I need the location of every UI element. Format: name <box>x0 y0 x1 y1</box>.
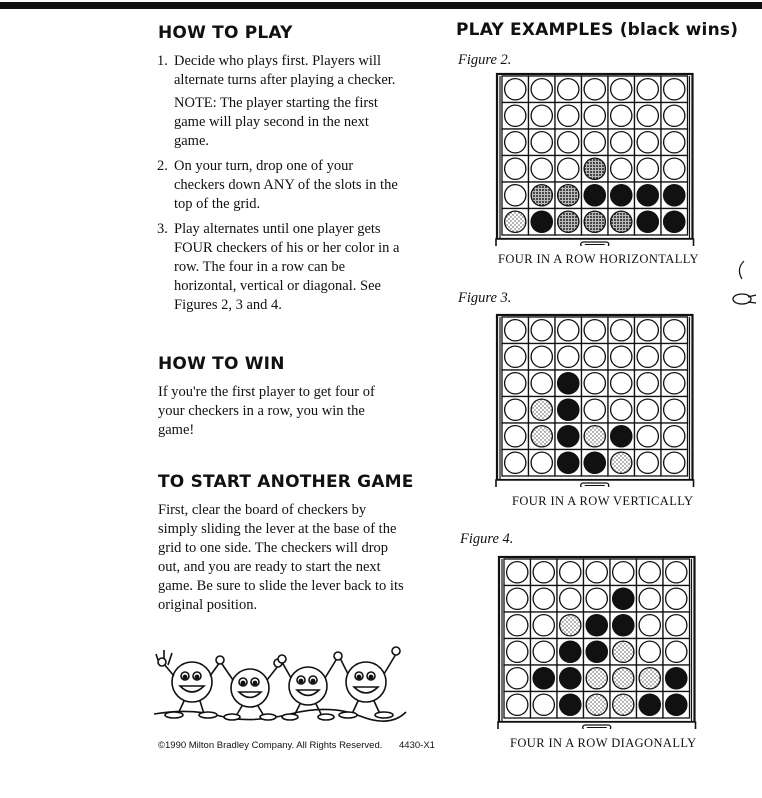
empty-slot <box>558 158 579 179</box>
figure-3-label: Figure 3. <box>458 290 512 306</box>
empty-slot <box>611 158 632 179</box>
figure-2-caption: FOUR IN A ROW HORIZONTALLY <box>498 252 699 266</box>
empty-slot <box>533 615 554 636</box>
empty-slot <box>666 641 687 662</box>
empty-slot <box>531 320 552 341</box>
figure-4-caption: FOUR IN A ROW DIAGONALLY <box>510 736 697 750</box>
black-checker <box>639 694 660 715</box>
empty-slot <box>666 588 687 609</box>
empty-slot <box>664 426 685 447</box>
empty-slot <box>637 79 658 100</box>
empty-slot <box>533 641 554 662</box>
empty-slot <box>611 105 632 126</box>
empty-slot <box>639 588 660 609</box>
step-1 <box>155 52 405 151</box>
empty-slot <box>637 373 658 394</box>
black-checker <box>586 615 607 636</box>
step-3 <box>155 220 405 315</box>
dancing-checkers-illustration <box>150 630 410 722</box>
empty-slot <box>505 105 526 126</box>
empty-slot <box>558 346 579 367</box>
empty-slot <box>507 668 528 689</box>
empty-slot <box>505 320 526 341</box>
red-checker <box>611 211 632 232</box>
top-border-rule <box>0 2 762 9</box>
figure-2-label: Figure 2. <box>458 52 512 68</box>
red-checker <box>531 399 552 420</box>
empty-slot <box>637 105 658 126</box>
red-checker <box>611 452 632 473</box>
empty-slot <box>664 399 685 420</box>
red-checker <box>639 668 660 689</box>
red-checker <box>584 426 605 447</box>
empty-slot <box>505 185 526 206</box>
black-checker <box>613 588 634 609</box>
empty-slot <box>584 399 605 420</box>
red-checker <box>584 158 605 179</box>
figure-3-board <box>494 313 714 487</box>
black-checker <box>558 452 579 473</box>
empty-slot <box>611 346 632 367</box>
empty-slot <box>505 426 526 447</box>
step-text: Play alternates until one player gets FOUR checkers of his or her color in a row. The four in a row can be horizontal, vertical or diagonal. See Figures 2, 3 and 4. <box>174 221 400 313</box>
black-checker <box>666 694 687 715</box>
empty-slot <box>664 105 685 126</box>
step-note: NOTE: The player starting the first game will play second in the next game. <box>174 95 378 149</box>
product-code: 4430-X1 <box>399 740 435 751</box>
black-checker <box>611 426 632 447</box>
black-checker <box>560 668 581 689</box>
empty-slot <box>505 79 526 100</box>
red-checker <box>560 615 581 636</box>
empty-slot <box>584 132 605 153</box>
empty-slot <box>531 346 552 367</box>
empty-slot <box>637 132 658 153</box>
empty-slot <box>611 132 632 153</box>
black-checker <box>558 399 579 420</box>
empty-slot <box>507 588 528 609</box>
empty-slot <box>639 562 660 583</box>
red-checker <box>613 641 634 662</box>
black-checker <box>584 452 605 473</box>
empty-slot <box>637 346 658 367</box>
step-number: 1. <box>157 53 168 69</box>
black-checker <box>637 185 658 206</box>
empty-slot <box>507 694 528 715</box>
how-to-play-steps <box>155 52 405 321</box>
black-checker <box>664 185 685 206</box>
how-to-win-heading: HOW TO WIN <box>158 354 285 374</box>
play-examples-heading: PLAY EXAMPLES (black wins) <box>456 20 739 40</box>
empty-slot <box>584 346 605 367</box>
empty-slot <box>584 320 605 341</box>
empty-slot <box>558 105 579 126</box>
figure-4-label: Figure 4. <box>460 531 514 547</box>
black-checker <box>584 185 605 206</box>
empty-slot <box>505 158 526 179</box>
empty-slot <box>664 132 685 153</box>
empty-slot <box>666 615 687 636</box>
black-checker <box>666 668 687 689</box>
empty-slot <box>584 105 605 126</box>
empty-slot <box>664 158 685 179</box>
step-2 <box>155 157 405 214</box>
black-checker <box>586 641 607 662</box>
empty-slot <box>531 158 552 179</box>
empty-slot <box>531 79 552 100</box>
black-checker <box>637 211 658 232</box>
empty-slot <box>637 399 658 420</box>
empty-slot <box>507 615 528 636</box>
black-checker <box>558 373 579 394</box>
empty-slot <box>507 641 528 662</box>
empty-slot <box>531 105 552 126</box>
empty-slot <box>531 132 552 153</box>
red-checker <box>505 211 526 232</box>
empty-slot <box>664 320 685 341</box>
black-checker <box>531 211 552 232</box>
empty-slot <box>533 694 554 715</box>
empty-slot <box>639 641 660 662</box>
empty-slot <box>639 615 660 636</box>
red-checker <box>613 694 634 715</box>
red-checker <box>584 211 605 232</box>
step-number: 3. <box>157 221 168 237</box>
step-text: On your turn, drop one of your checkers down ANY of the slots in the top of the grid. <box>174 158 398 212</box>
black-checker <box>560 694 581 715</box>
copyright-footer <box>158 740 449 751</box>
red-checker <box>531 185 552 206</box>
figure-3-caption: FOUR IN A ROW VERTICALLY <box>512 494 694 508</box>
start-another-game-text: First, clear the board of checkers by simply sliding the lever at the base of the grid to one side. The checkers will drop out, and you are ready to start the next game. Be sure to slide the lever back to its original position. <box>158 502 404 613</box>
red-checker <box>613 668 634 689</box>
red-checker <box>558 185 579 206</box>
empty-slot <box>611 320 632 341</box>
black-checker <box>611 185 632 206</box>
empty-slot <box>666 562 687 583</box>
red-checker <box>531 426 552 447</box>
empty-slot <box>584 79 605 100</box>
empty-slot <box>611 373 632 394</box>
empty-slot <box>664 346 685 367</box>
red-checker <box>586 668 607 689</box>
figure-2-board <box>494 72 714 246</box>
empty-slot <box>505 132 526 153</box>
red-checker <box>586 694 607 715</box>
empty-slot <box>611 79 632 100</box>
empty-slot <box>611 399 632 420</box>
step-text: Decide who plays first. Players will alternate turns after playing a checker. <box>174 53 396 88</box>
empty-slot <box>664 452 685 473</box>
empty-slot <box>558 320 579 341</box>
empty-slot <box>637 426 658 447</box>
empty-slot <box>586 562 607 583</box>
empty-slot <box>637 158 658 179</box>
empty-slot <box>558 79 579 100</box>
how-to-play-heading: HOW TO PLAY <box>158 23 293 43</box>
margin-scan-mark <box>730 255 760 325</box>
empty-slot <box>664 79 685 100</box>
empty-slot <box>560 588 581 609</box>
figure-4-board <box>496 555 716 729</box>
empty-slot <box>637 320 658 341</box>
empty-slot <box>507 562 528 583</box>
empty-slot <box>531 373 552 394</box>
black-checker <box>560 641 581 662</box>
step-number: 2. <box>157 158 168 174</box>
black-checker <box>664 211 685 232</box>
empty-slot <box>505 346 526 367</box>
empty-slot <box>505 373 526 394</box>
empty-slot <box>637 452 658 473</box>
empty-slot <box>586 588 607 609</box>
black-checker <box>533 668 554 689</box>
black-checker <box>558 426 579 447</box>
start-another-game-heading: TO START ANOTHER GAME <box>158 472 414 492</box>
empty-slot <box>505 452 526 473</box>
copyright-text: ©1990 Milton Bradley Company. All Rights Reserved. <box>158 740 383 751</box>
empty-slot <box>505 399 526 420</box>
empty-slot <box>533 562 554 583</box>
empty-slot <box>533 588 554 609</box>
empty-slot <box>584 373 605 394</box>
red-checker <box>558 211 579 232</box>
empty-slot <box>613 562 634 583</box>
empty-slot <box>664 373 685 394</box>
empty-slot <box>558 132 579 153</box>
empty-slot <box>531 452 552 473</box>
empty-slot <box>560 562 581 583</box>
how-to-win-text: If you're the first player to get four of your checkers in a row, you win the game! <box>158 384 375 438</box>
black-checker <box>613 615 634 636</box>
